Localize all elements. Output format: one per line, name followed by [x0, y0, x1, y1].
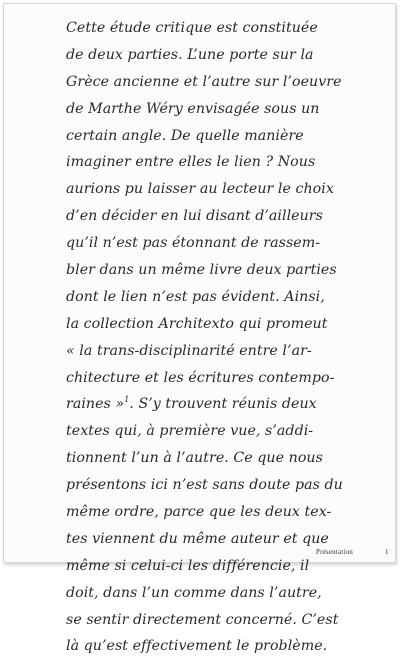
- text-line: Cette étude critique est constituée: [66, 20, 318, 36]
- text-line: de Marthe Wéry envisagée sous un: [66, 100, 320, 117]
- text-line-with-footnote: [66, 391, 386, 418]
- text-line: chitecture et les écritures contempo-: [66, 369, 335, 386]
- book-page: [3, 3, 396, 655]
- text-line: Grèce ancienne et l’autre sur l’oeuvre: [66, 73, 342, 90]
- text-line: bler dans un même livre deux parties: [66, 262, 337, 279]
- text-line: la collection Architexto qui promeut: [66, 315, 328, 332]
- text-line: textes qui, à première vue, s’addi-: [66, 423, 314, 440]
- text-fragment: . S’y trouvent réunis deux: [129, 396, 317, 413]
- footnote-reference[interactable]: 1: [124, 395, 130, 405]
- text-line: qu’il n’est pas étonnant de rassem-: [66, 235, 321, 252]
- text-line: présentons ici n’est sans doute pas du: [66, 477, 343, 494]
- text-line: de deux parties. L’une porte sur la: [66, 46, 314, 63]
- text-line: « la trans-disciplinarité entre l’ar-: [66, 342, 312, 359]
- text-line: même ordre, parce que les deux tex-: [66, 504, 332, 521]
- text-line: tes viennent du même auteur et que: [66, 530, 329, 547]
- running-title: Présentation: [316, 548, 354, 556]
- body-paragraph: [66, 15, 386, 660]
- text-line: même si celui-ci les différencie, il: [66, 557, 310, 574]
- text-line: certain angle. De quelle manière: [66, 127, 304, 144]
- text-line: imaginer entre elles le lien ? Nous: [66, 154, 316, 171]
- text-line: se sentir directement concerné. C’est: [66, 611, 339, 628]
- text-line: dont le lien n’est pas évident. Ainsi,: [66, 288, 325, 305]
- page-number: 1: [385, 548, 389, 556]
- text-fragment: raines »: [66, 396, 125, 413]
- text-line: d’en décider en lui disant d’ailleurs: [66, 208, 323, 225]
- text-line: aurions pu laisser au lecteur le choix: [66, 181, 334, 198]
- text-line: doit, dans l’un comme dans l’autre,: [66, 584, 322, 601]
- text-line: là qu’est effectivement le problème.: [66, 638, 328, 655]
- text-line: tionnent l’un à l’autre. Ce que nous: [66, 450, 323, 467]
